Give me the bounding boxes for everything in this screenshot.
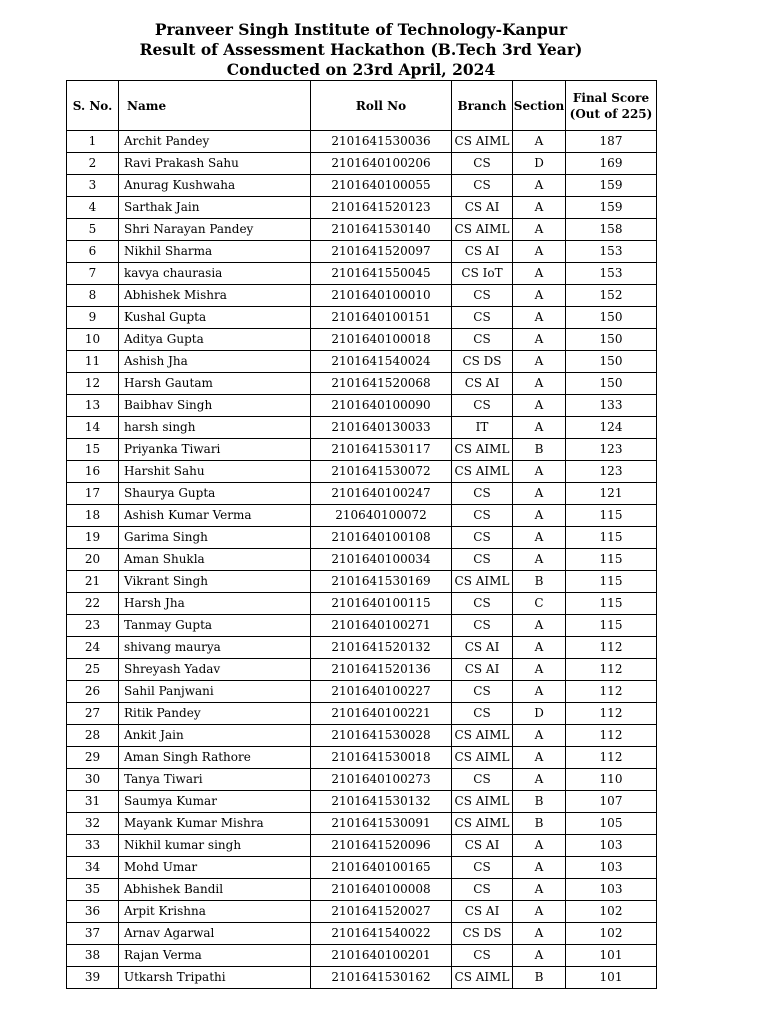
- cell-branch: CS AI: [452, 197, 513, 219]
- cell-roll: 210640100072: [311, 505, 452, 527]
- cell-name: Ravi Prakash Sahu: [119, 153, 311, 175]
- cell-name: harsh singh: [119, 417, 311, 439]
- cell-name: Nikhil kumar singh: [119, 835, 311, 857]
- cell-name: Harsh Gautam: [119, 373, 311, 395]
- cell-sno: 5: [67, 219, 119, 241]
- table-row: [67, 241, 657, 263]
- cell-name: Shri Narayan Pandey: [119, 219, 311, 241]
- cell-score: 158: [566, 219, 657, 241]
- cell-score: 159: [566, 175, 657, 197]
- table-row: [67, 197, 657, 219]
- table-row: [67, 505, 657, 527]
- conducted-date: Conducted on 23rd April, 2024: [226, 60, 496, 79]
- table-row: [67, 373, 657, 395]
- cell-branch: CS: [452, 615, 513, 637]
- cell-section: A: [513, 505, 566, 527]
- cell-name: Garima Singh: [119, 527, 311, 549]
- cell-section: A: [513, 659, 566, 681]
- cell-section: B: [513, 571, 566, 593]
- cell-branch: CS AI: [452, 901, 513, 923]
- cell-section: A: [513, 175, 566, 197]
- table-row: [67, 219, 657, 241]
- cell-branch: CS: [452, 681, 513, 703]
- cell-section: A: [513, 351, 566, 373]
- cell-branch: CS: [452, 527, 513, 549]
- cell-section: A: [513, 395, 566, 417]
- cell-section: A: [513, 945, 566, 967]
- cell-roll: 2101641530162: [311, 967, 452, 989]
- cell-score: 150: [566, 351, 657, 373]
- cell-sno: 32: [67, 813, 119, 835]
- cell-section: A: [513, 417, 566, 439]
- cell-section: A: [513, 615, 566, 637]
- col-header-score-line1: Final Score: [572, 90, 650, 105]
- cell-name: Kushal Gupta: [119, 307, 311, 329]
- cell-sno: 12: [67, 373, 119, 395]
- cell-branch: CS AIML: [452, 461, 513, 483]
- cell-score: 152: [566, 285, 657, 307]
- cell-name: Shaurya Gupta: [119, 483, 311, 505]
- table-row: [67, 285, 657, 307]
- cell-sno: 28: [67, 725, 119, 747]
- cell-branch: CS: [452, 505, 513, 527]
- cell-roll: 2101640100008: [311, 879, 452, 901]
- cell-sno: 14: [67, 417, 119, 439]
- cell-name: Ankit Jain: [119, 725, 311, 747]
- cell-roll: 2101640100165: [311, 857, 452, 879]
- cell-roll: 2101641530132: [311, 791, 452, 813]
- cell-sno: 9: [67, 307, 119, 329]
- cell-name: Archit Pandey: [119, 131, 311, 153]
- cell-name: Tanya Tiwari: [119, 769, 311, 791]
- cell-roll: 2101641530117: [311, 439, 452, 461]
- cell-branch: CS: [452, 945, 513, 967]
- cell-score: 112: [566, 659, 657, 681]
- cell-section: B: [513, 791, 566, 813]
- table-header-row: [67, 81, 657, 131]
- cell-section: B: [513, 813, 566, 835]
- cell-branch: CS AIML: [452, 747, 513, 769]
- table-row: [67, 527, 657, 549]
- cell-branch: CS: [452, 703, 513, 725]
- cell-score: 124: [566, 417, 657, 439]
- table-row: [67, 769, 657, 791]
- cell-score: 103: [566, 879, 657, 901]
- cell-sno: 31: [67, 791, 119, 813]
- cell-score: 121: [566, 483, 657, 505]
- cell-branch: CS: [452, 329, 513, 351]
- cell-sno: 3: [67, 175, 119, 197]
- cell-branch: CS AIML: [452, 439, 513, 461]
- cell-sno: 2: [67, 153, 119, 175]
- table-row: [67, 857, 657, 879]
- cell-name: Arnav Agarwal: [119, 923, 311, 945]
- cell-roll: 2101640100227: [311, 681, 452, 703]
- table-row: [67, 725, 657, 747]
- cell-sno: 21: [67, 571, 119, 593]
- cell-section: C: [513, 593, 566, 615]
- table-row: [67, 461, 657, 483]
- cell-name: Harsh Jha: [119, 593, 311, 615]
- cell-section: A: [513, 329, 566, 351]
- cell-score: 169: [566, 153, 657, 175]
- cell-roll: 2101640130033: [311, 417, 452, 439]
- cell-name: Priyanka Tiwari: [119, 439, 311, 461]
- cell-score: 150: [566, 373, 657, 395]
- cell-section: A: [513, 879, 566, 901]
- cell-name: Abhishek Bandil: [119, 879, 311, 901]
- cell-score: 133: [566, 395, 657, 417]
- cell-sno: 1: [67, 131, 119, 153]
- table-row: [67, 923, 657, 945]
- cell-name: Mohd Umar: [119, 857, 311, 879]
- results-table: [66, 80, 657, 989]
- cell-sno: 24: [67, 637, 119, 659]
- cell-sno: 13: [67, 395, 119, 417]
- cell-roll: 2101640100018: [311, 329, 452, 351]
- cell-roll: 2101640100055: [311, 175, 452, 197]
- cell-sno: 16: [67, 461, 119, 483]
- cell-section: A: [513, 549, 566, 571]
- document-header: [0, 20, 722, 80]
- col-header-roll: Roll No: [311, 81, 452, 131]
- cell-roll: 2101641550045: [311, 263, 452, 285]
- cell-score: 187: [566, 131, 657, 153]
- cell-roll: 2101640100115: [311, 593, 452, 615]
- cell-name: Sahil Panjwani: [119, 681, 311, 703]
- cell-branch: CS AI: [452, 373, 513, 395]
- table-row: [67, 945, 657, 967]
- cell-roll: 2101641530018: [311, 747, 452, 769]
- cell-sno: 11: [67, 351, 119, 373]
- cell-branch: CS AI: [452, 659, 513, 681]
- cell-branch: CS: [452, 857, 513, 879]
- cell-roll: 2101641520097: [311, 241, 452, 263]
- cell-score: 115: [566, 593, 657, 615]
- col-header-name: Name: [119, 81, 311, 131]
- cell-section: A: [513, 197, 566, 219]
- cell-sno: 33: [67, 835, 119, 857]
- cell-roll: 2101640100273: [311, 769, 452, 791]
- cell-section: A: [513, 527, 566, 549]
- cell-roll: 2101640100201: [311, 945, 452, 967]
- table-row: [67, 813, 657, 835]
- cell-score: 153: [566, 241, 657, 263]
- cell-name: Mayank Kumar Mishra: [119, 813, 311, 835]
- cell-score: 103: [566, 835, 657, 857]
- cell-section: A: [513, 747, 566, 769]
- cell-roll: 2101641520136: [311, 659, 452, 681]
- col-header-score-line2: (Out of 225): [569, 106, 653, 121]
- table-row: [67, 703, 657, 725]
- cell-section: A: [513, 461, 566, 483]
- cell-score: 123: [566, 461, 657, 483]
- table-row: [67, 967, 657, 989]
- cell-branch: CS: [452, 307, 513, 329]
- cell-name: Baibhav Singh: [119, 395, 311, 417]
- cell-score: 110: [566, 769, 657, 791]
- table-row: [67, 175, 657, 197]
- cell-roll: 2101641530091: [311, 813, 452, 835]
- cell-branch: CS: [452, 153, 513, 175]
- cell-roll: 2101640100151: [311, 307, 452, 329]
- col-header-branch: Branch: [452, 81, 513, 131]
- table-row: [67, 307, 657, 329]
- cell-sno: 17: [67, 483, 119, 505]
- cell-sno: 8: [67, 285, 119, 307]
- cell-section: A: [513, 857, 566, 879]
- cell-name: kavya chaurasia: [119, 263, 311, 285]
- cell-sno: 4: [67, 197, 119, 219]
- cell-branch: CS AIML: [452, 813, 513, 835]
- cell-section: A: [513, 219, 566, 241]
- cell-sno: 25: [67, 659, 119, 681]
- cell-score: 115: [566, 615, 657, 637]
- cell-roll: 2101640100034: [311, 549, 452, 571]
- cell-sno: 39: [67, 967, 119, 989]
- cell-score: 112: [566, 637, 657, 659]
- table-row: [67, 637, 657, 659]
- cell-section: B: [513, 967, 566, 989]
- table-row: [67, 263, 657, 285]
- cell-roll: 2101641520027: [311, 901, 452, 923]
- cell-section: A: [513, 483, 566, 505]
- table-row: [67, 395, 657, 417]
- cell-score: 107: [566, 791, 657, 813]
- cell-section: A: [513, 769, 566, 791]
- cell-branch: CS AIML: [452, 725, 513, 747]
- table-row: [67, 901, 657, 923]
- table-row: [67, 615, 657, 637]
- cell-section: A: [513, 131, 566, 153]
- col-header-sno: S. No.: [67, 81, 119, 131]
- cell-score: 115: [566, 549, 657, 571]
- cell-branch: CS DS: [452, 923, 513, 945]
- cell-roll: 2101641530072: [311, 461, 452, 483]
- table-row: [67, 593, 657, 615]
- cell-roll: 2101641520123: [311, 197, 452, 219]
- cell-name: Shreyash Yadav: [119, 659, 311, 681]
- cell-name: Ritik Pandey: [119, 703, 311, 725]
- cell-branch: CS: [452, 593, 513, 615]
- cell-roll: 2101641520068: [311, 373, 452, 395]
- cell-section: D: [513, 703, 566, 725]
- cell-section: A: [513, 681, 566, 703]
- cell-score: 105: [566, 813, 657, 835]
- cell-name: Aman Singh Rathore: [119, 747, 311, 769]
- cell-sno: 22: [67, 593, 119, 615]
- cell-roll: 2101641520132: [311, 637, 452, 659]
- cell-name: Anurag Kushwaha: [119, 175, 311, 197]
- cell-branch: CS AI: [452, 835, 513, 857]
- cell-branch: CS AIML: [452, 219, 513, 241]
- cell-section: B: [513, 439, 566, 461]
- cell-name: Nikhil Sharma: [119, 241, 311, 263]
- cell-sno: 36: [67, 901, 119, 923]
- table-row: [67, 835, 657, 857]
- cell-roll: 2101640100221: [311, 703, 452, 725]
- table-row: [67, 879, 657, 901]
- cell-roll: 2101641520096: [311, 835, 452, 857]
- table-row: [67, 659, 657, 681]
- table-row: [67, 439, 657, 461]
- cell-sno: 7: [67, 263, 119, 285]
- cell-sno: 37: [67, 923, 119, 945]
- table-row: [67, 153, 657, 175]
- cell-score: 115: [566, 505, 657, 527]
- cell-name: Saumya Kumar: [119, 791, 311, 813]
- cell-sno: 10: [67, 329, 119, 351]
- cell-roll: 2101640100108: [311, 527, 452, 549]
- cell-branch: CS IoT: [452, 263, 513, 285]
- cell-score: 102: [566, 923, 657, 945]
- cell-score: 112: [566, 725, 657, 747]
- cell-score: 115: [566, 571, 657, 593]
- cell-score: 103: [566, 857, 657, 879]
- cell-name: shivang maurya: [119, 637, 311, 659]
- institute-title: Pranveer Singh Institute of Technology-Kanpur: [154, 20, 568, 39]
- cell-score: 112: [566, 747, 657, 769]
- table-row: [67, 571, 657, 593]
- cell-sno: 18: [67, 505, 119, 527]
- cell-branch: CS AIML: [452, 967, 513, 989]
- cell-branch: CS AI: [452, 637, 513, 659]
- cell-section: A: [513, 373, 566, 395]
- cell-name: Arpit Krishna: [119, 901, 311, 923]
- cell-roll: 2101641530028: [311, 725, 452, 747]
- cell-roll: 2101640100206: [311, 153, 452, 175]
- cell-score: 101: [566, 967, 657, 989]
- cell-sno: 35: [67, 879, 119, 901]
- cell-branch: CS: [452, 395, 513, 417]
- cell-section: A: [513, 285, 566, 307]
- cell-roll: 2101640100090: [311, 395, 452, 417]
- cell-section: A: [513, 263, 566, 285]
- cell-score: 123: [566, 439, 657, 461]
- cell-section: A: [513, 307, 566, 329]
- table-row: [67, 351, 657, 373]
- cell-sno: 15: [67, 439, 119, 461]
- cell-sno: 27: [67, 703, 119, 725]
- cell-score: 112: [566, 703, 657, 725]
- cell-score: 150: [566, 329, 657, 351]
- cell-name: Ashish Kumar Verma: [119, 505, 311, 527]
- table-row: [67, 329, 657, 351]
- cell-roll: 2101640100010: [311, 285, 452, 307]
- cell-score: 102: [566, 901, 657, 923]
- cell-branch: CS: [452, 285, 513, 307]
- table-row: [67, 483, 657, 505]
- cell-name: Ashish Jha: [119, 351, 311, 373]
- cell-branch: CS: [452, 483, 513, 505]
- cell-name: Aditya Gupta: [119, 329, 311, 351]
- cell-roll: 2101641540024: [311, 351, 452, 373]
- cell-branch: CS: [452, 549, 513, 571]
- col-header-score: [566, 81, 657, 131]
- cell-sno: 29: [67, 747, 119, 769]
- cell-section: D: [513, 153, 566, 175]
- cell-branch: CS AIML: [452, 791, 513, 813]
- cell-score: 153: [566, 263, 657, 285]
- cell-sno: 23: [67, 615, 119, 637]
- cell-section: A: [513, 241, 566, 263]
- table-row: [67, 549, 657, 571]
- table-row: [67, 417, 657, 439]
- cell-name: Harshit Sahu: [119, 461, 311, 483]
- cell-sno: 20: [67, 549, 119, 571]
- cell-sno: 30: [67, 769, 119, 791]
- cell-score: 115: [566, 527, 657, 549]
- cell-roll: 2101641530169: [311, 571, 452, 593]
- cell-sno: 38: [67, 945, 119, 967]
- cell-roll: 2101641530140: [311, 219, 452, 241]
- cell-branch: CS AIML: [452, 571, 513, 593]
- cell-sno: 34: [67, 857, 119, 879]
- cell-name: Utkarsh Tripathi: [119, 967, 311, 989]
- cell-section: A: [513, 923, 566, 945]
- cell-name: Abhishek Mishra: [119, 285, 311, 307]
- cell-name: Vikrant Singh: [119, 571, 311, 593]
- cell-section: A: [513, 835, 566, 857]
- cell-branch: CS AIML: [452, 131, 513, 153]
- cell-branch: IT: [452, 417, 513, 439]
- table-row: [67, 131, 657, 153]
- cell-name: Sarthak Jain: [119, 197, 311, 219]
- table-row: [67, 791, 657, 813]
- cell-branch: CS: [452, 879, 513, 901]
- cell-score: 150: [566, 307, 657, 329]
- cell-name: Aman Shukla: [119, 549, 311, 571]
- cell-score: 101: [566, 945, 657, 967]
- cell-section: A: [513, 637, 566, 659]
- cell-name: Tanmay Gupta: [119, 615, 311, 637]
- cell-score: 159: [566, 197, 657, 219]
- cell-roll: 2101640100271: [311, 615, 452, 637]
- cell-branch: CS DS: [452, 351, 513, 373]
- cell-section: A: [513, 901, 566, 923]
- cell-score: 112: [566, 681, 657, 703]
- cell-sno: 26: [67, 681, 119, 703]
- table-row: [67, 681, 657, 703]
- cell-branch: CS AI: [452, 241, 513, 263]
- cell-name: Rajan Verma: [119, 945, 311, 967]
- cell-roll: 2101641530036: [311, 131, 452, 153]
- col-header-section: Section: [513, 81, 566, 131]
- cell-sno: 6: [67, 241, 119, 263]
- result-title: Result of Assessment Hackathon (B.Tech 3rd Year): [139, 40, 583, 59]
- cell-roll: 2101640100247: [311, 483, 452, 505]
- cell-roll: 2101641540022: [311, 923, 452, 945]
- cell-section: A: [513, 725, 566, 747]
- results-body: [67, 131, 657, 989]
- cell-branch: CS: [452, 769, 513, 791]
- table-row: [67, 747, 657, 769]
- cell-sno: 19: [67, 527, 119, 549]
- cell-branch: CS: [452, 175, 513, 197]
